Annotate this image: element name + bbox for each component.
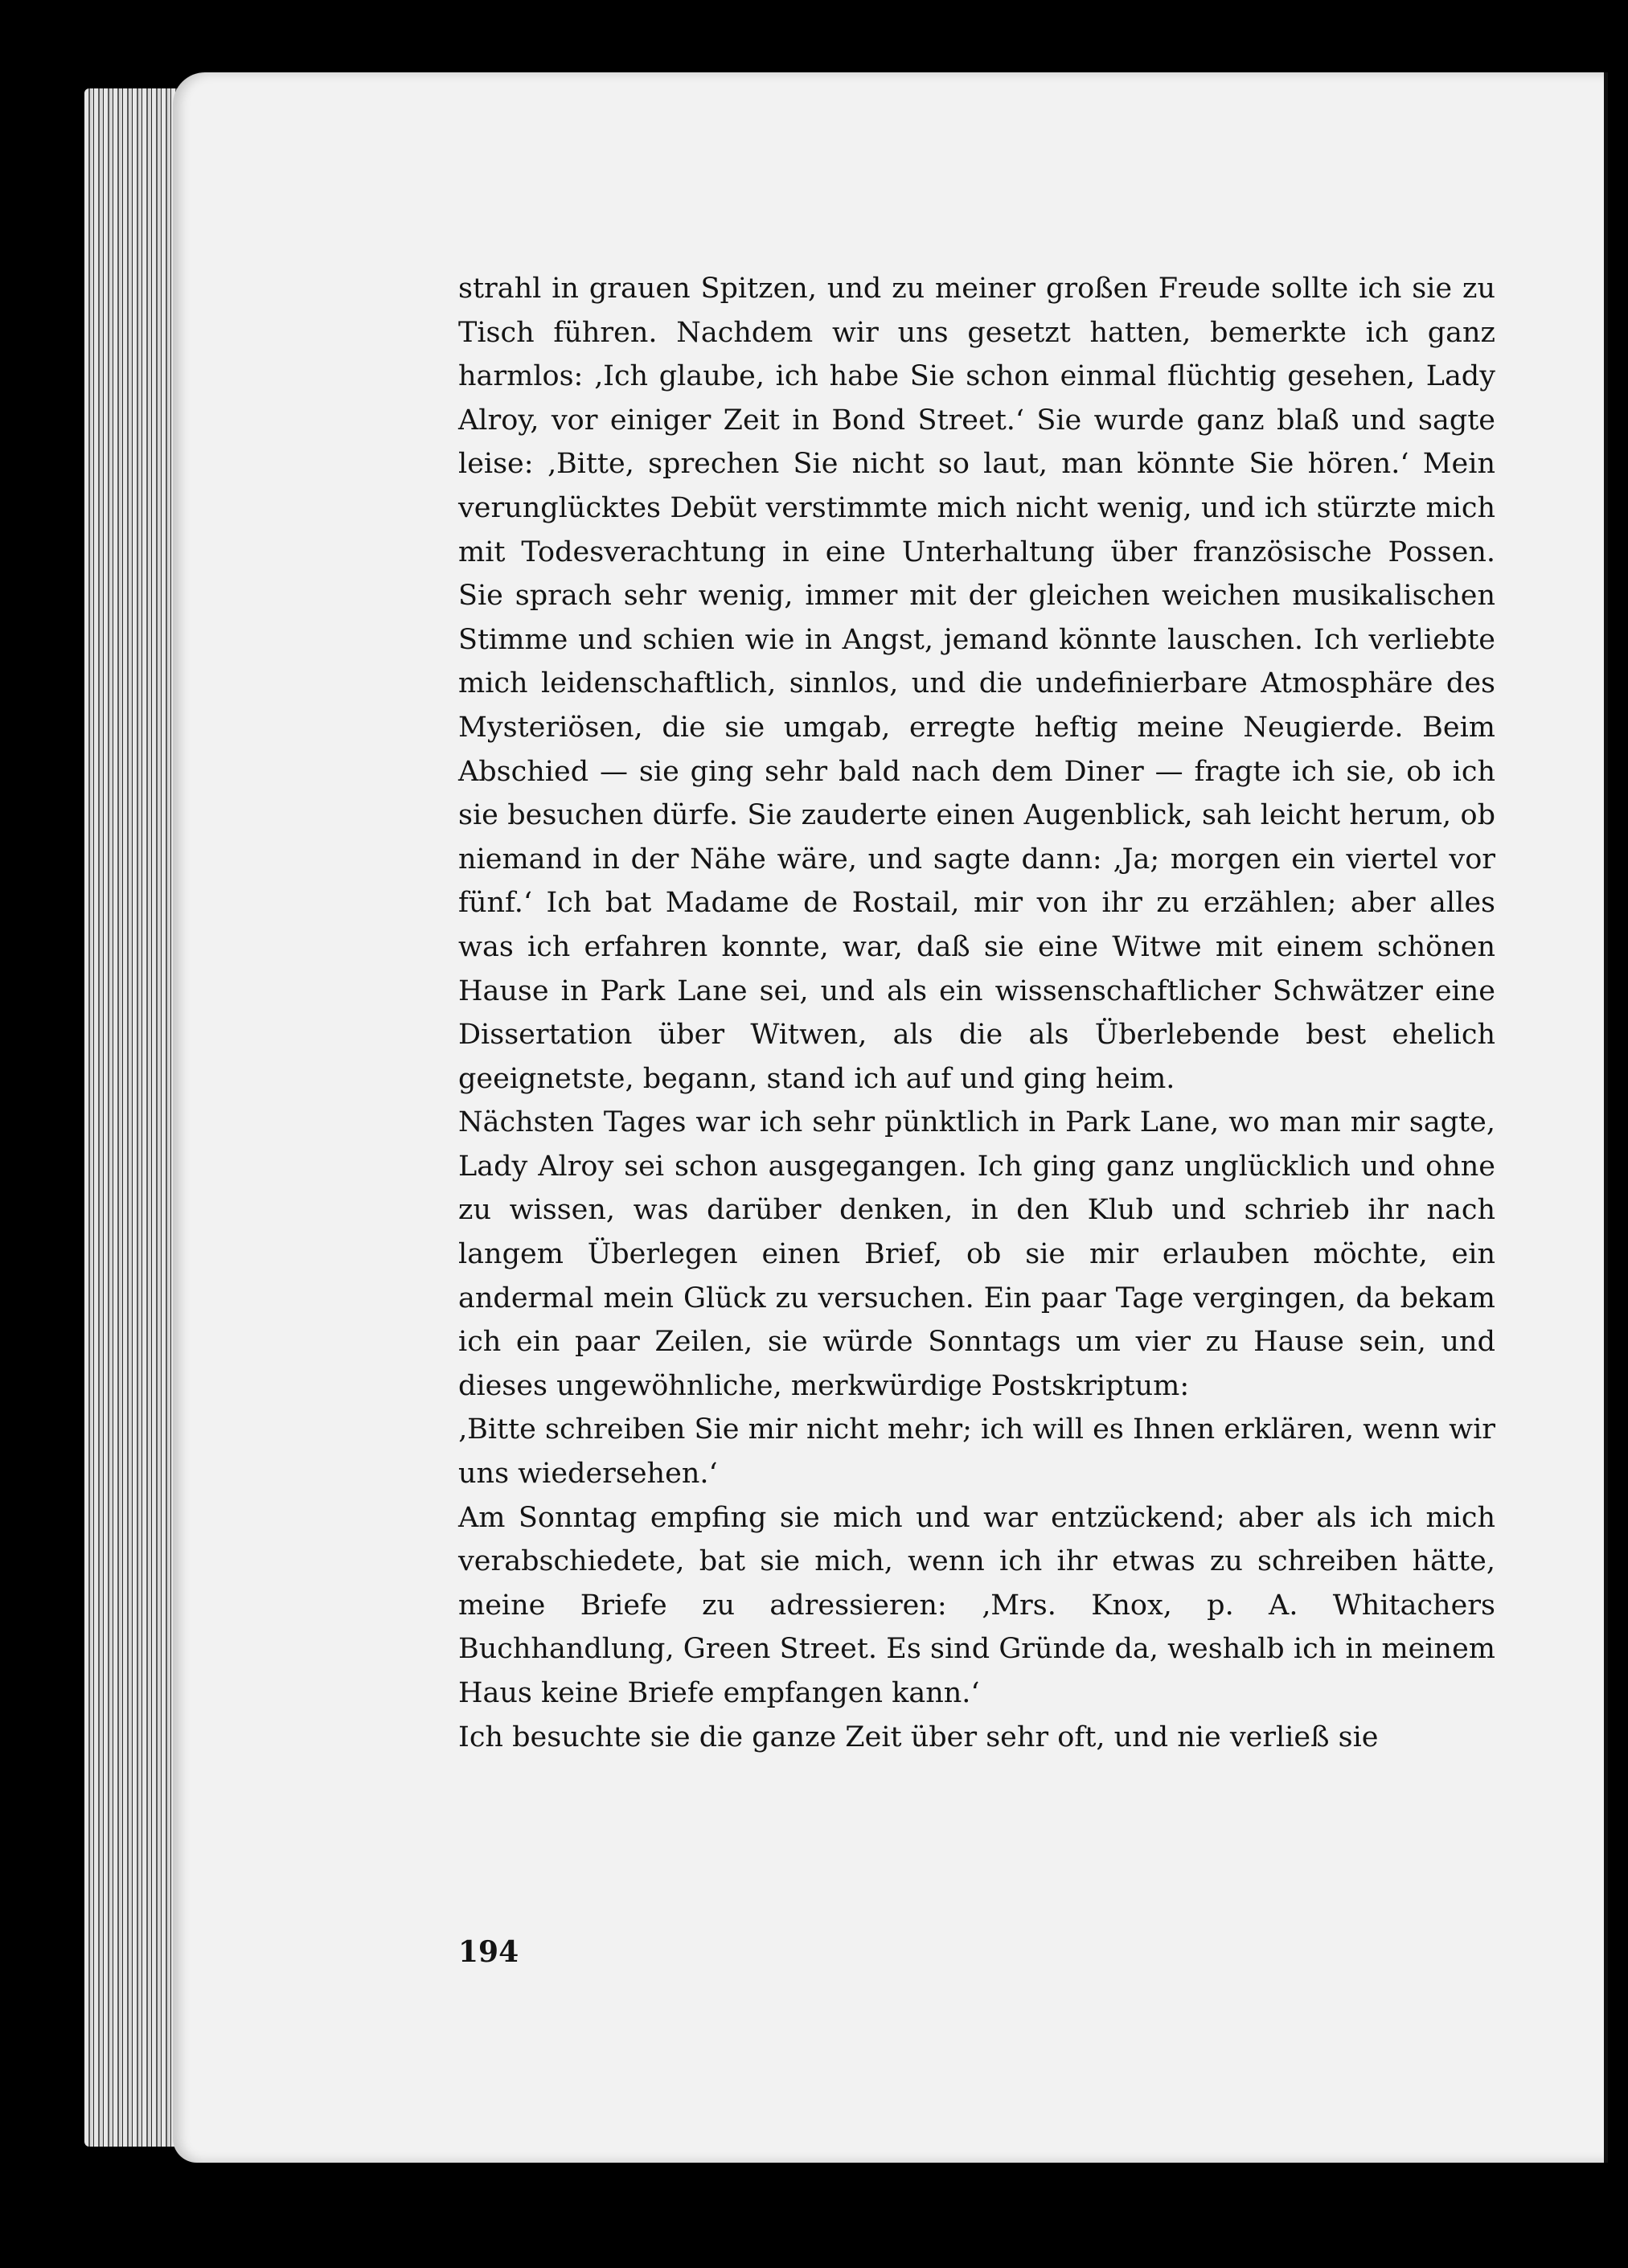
body-text	[458, 267, 1495, 1759]
paragraph: Nächsten Tages war ich sehr pünktlich in Park Lane, wo man mir sagte, Lady Alroy sei schon ausgegangen. Ich ging ganz unglücklich und ohne zu wissen, was darüber denken, in den Klub und schrieb ihr nach langem Überlegen einen Brief, ob sie mir erlauben möchte, ein andermal mein Glück zu versuchen. Ein paar Tage vergingen, da bekam ich ein paar Zeilen, sie würde Sonntags um vier zu Hause sein, und dieses ungewöhnliche, merkwürdige Postskriptum:	[458, 1106, 1495, 1402]
paragraph: strahl in grauen Spitzen, und zu meiner großen Freude sollte ich sie zu Tisch führen. Nachdem wir uns gesetzt hatten, bemerkte ich ganz harmlos: ‚Ich glaube, ich habe Sie schon einmal flüchtig gesehen, Lady Alroy, vor einiger Zeit in Bond Street.‘ Sie wurde ganz blaß und sagte leise: ‚Bitte, sprechen Sie nicht so laut, man könnte Sie hören.‘ Mein verunglücktes Debüt verstimmte mich nicht wenig, und ich stürzte mich mit Todesverachtung in eine Unterhaltung über französische Possen. Sie sprach sehr wenig, immer mit der gleichen weichen musikalischen Stimme und schien wie in Angst, jemand könnte lauschen. Ich verliebte mich leidenschaftlich, sinnlos, und die undefinierbare Atmosphäre des Mysteriösen, die sie umgab, erregte heftig meine Neugierde. Beim Abschied — sie ging sehr bald nach dem Diner — fragte ich sie, ob ich sie besuchen dürfe. Sie zauderte einen Augenblick, sah leicht herum, ob niemand in der Nähe wäre, und sagte dann: ‚Ja; morgen ein viertel vor fünf.‘ Ich bat Madame de Rostail, mir von ihr zu erzählen; aber alles was ich erfahren konnte, war, daß sie eine Witwe mit einem schönen Hause in Park Lane sei, und als ein wissenschaftlicher Schwätzer eine Dissertation über Witwen, als die als Überlebende best ehelich geeignetste, begann, stand ich auf und ging heim.	[458, 273, 1495, 1095]
binding-edge	[1604, 72, 1608, 2163]
paragraph: ‚Bitte schreiben Sie mir nicht mehr; ich will es Ihnen erklären, wenn wir uns wiedersehen.‘	[458, 1413, 1495, 1491]
page-number: 194	[458, 1935, 519, 1969]
paragraph: Am Sonntag empfing sie mich und war entzückend; aber als ich mich verabschiedete, bat sie mich, wenn ich ihr etwas zu schreiben hätte, meine Briefe zu adressieren: ‚Mrs. Knox, p. A. Whitachers Buchhandlung, Green Street. Es sind Gründe da, weshalb ich in meinem Haus keine Briefe empfangen kann.‘	[458, 1501, 1495, 1709]
paragraph: Ich besuchte sie die ganze Zeit über sehr oft, und nie verließ sie	[458, 1720, 1379, 1753]
